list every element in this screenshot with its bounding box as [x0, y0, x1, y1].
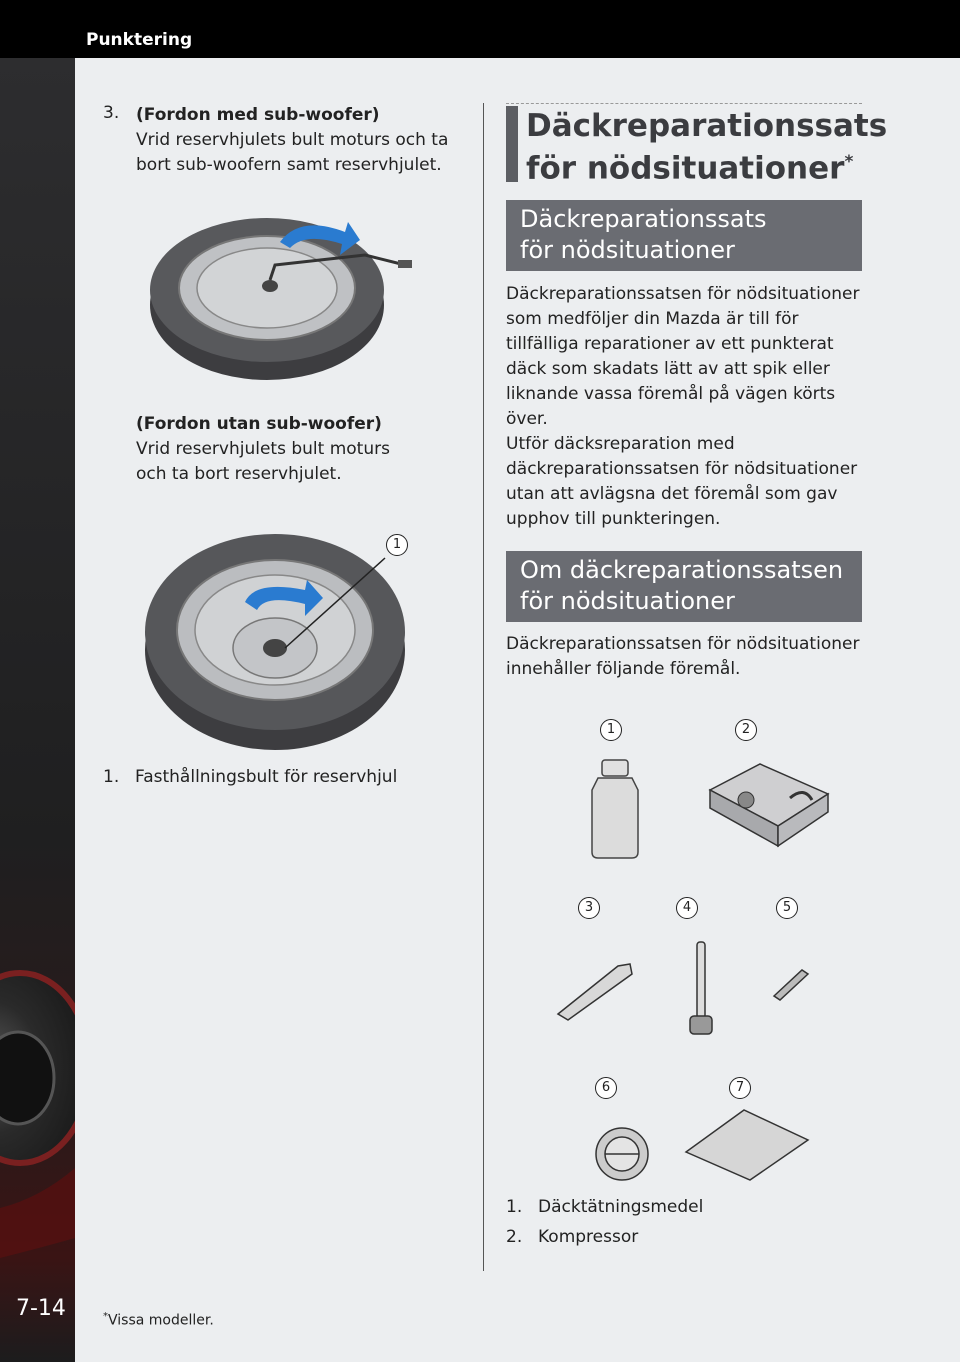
list-item: 2. Kompressor	[506, 1227, 639, 1247]
callout-4: 4	[676, 897, 698, 919]
valve-cap-icon	[594, 1124, 654, 1184]
right-legend	[506, 1192, 866, 1252]
step-heading-without-subwoofer: (Fordon utan sub-woofer)	[136, 414, 382, 434]
footnote: *Vissa modeller.	[103, 1311, 214, 1329]
compressor-icon	[700, 760, 830, 850]
section-title: Punktering	[86, 30, 193, 50]
step-text-line: Vrid reservhjulets bult moturs och ta	[136, 130, 449, 150]
section-heading: Däckreparationssats för nödsituationer	[506, 200, 862, 271]
callout-6: 6	[595, 1077, 617, 1099]
valve-tool-icon	[558, 960, 638, 1020]
section-heading: Om däckreparationssatsen för nödsituationer	[506, 551, 862, 622]
column-divider	[483, 103, 484, 1271]
step-heading-with-subwoofer: (Fordon med sub-woofer)	[136, 105, 380, 125]
valve-core-icon	[772, 964, 812, 1004]
list-item: 1. Fasthållningsbult för reservhjul	[103, 767, 398, 787]
step-text-line: Vrid reservhjulets bult moturs	[136, 439, 390, 459]
callout-5: 5	[776, 897, 798, 919]
headlight-graphic	[0, 58, 75, 1362]
section1-paragraph: Däckreparationssatsen för nödsituationer som medföljer din Mazda är till för tillfälliga reparationer av ett punkterat däck som skadats lätt av att spik eller liknande vassa föremål på vägen körts över. Utför däcksreparation med däckreparationssatsen för nödsituationer utan att avlägsna det föremål som gav upphov till punkteringen.	[506, 284, 860, 529]
step-text-line: bort sub-woofern samt reservhjulet.	[136, 155, 442, 175]
hose-icon	[686, 940, 716, 1040]
list-item: 1. Däcktätningsmedel	[506, 1197, 704, 1217]
heading-bar	[506, 106, 518, 182]
header-bar	[0, 0, 960, 58]
step-number: 3.	[103, 103, 120, 123]
section2-paragraph: Däckreparationssatsen för nödsituationer innehåller följande föremål.	[506, 634, 860, 679]
main-heading	[506, 103, 888, 187]
side-decor-strip	[0, 58, 75, 1362]
callout-1: 1	[600, 719, 622, 741]
step-text-line: och ta bort reservhjulet.	[136, 464, 342, 484]
callout-1: 1	[386, 534, 408, 556]
asterisk-mark: *	[844, 152, 854, 172]
sticker-sheet-icon	[682, 1106, 812, 1186]
callout-3: 3	[578, 897, 600, 919]
callout-2: 2	[735, 719, 757, 741]
main-heading-line: Däckreparationssats	[526, 108, 888, 144]
main-heading-line: för nödsituationer	[526, 150, 845, 187]
left-legend	[103, 762, 463, 792]
sealant-bottle-icon	[588, 760, 648, 860]
page-number: 7-14	[16, 1296, 66, 1321]
callout-7: 7	[729, 1077, 751, 1099]
spare-tire-illustration	[145, 530, 415, 760]
spare-tire-subwoofer-illustration	[150, 210, 410, 410]
